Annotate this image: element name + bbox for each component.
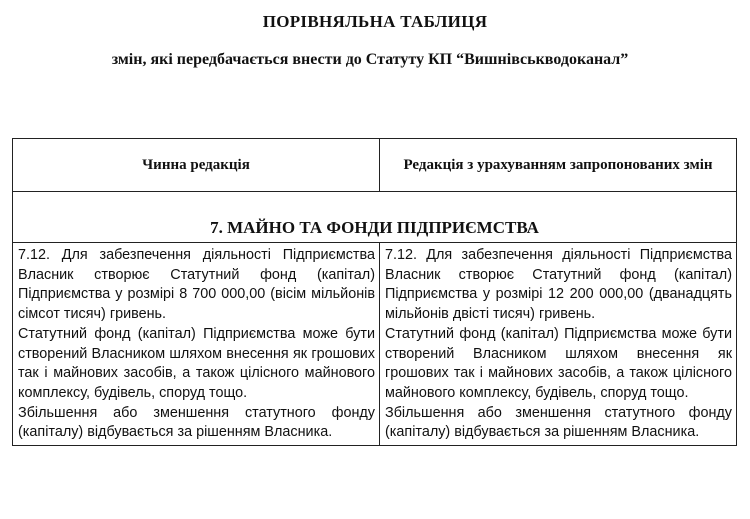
section-row	[13, 192, 737, 243]
current-paragraph-2: Статутний фонд (капітал) Підприємства може бути створений Власником шляхом внесення як грошових так і майнових засобів, а також цілісного майнового комплексу, будівель, споруд тощо.	[18, 325, 375, 401]
proposed-paragraph-1: 7.12. Для забезпечення діяльності Підприємства Власник створює Статутний фонд (капітал) Підприємства у розмірі 12 200 000,00 (дванадцять мільйонів двісті тисяч) гривень.	[385, 247, 732, 323]
document-subtitle: змін, які передбачається внести до Статуту КП “Вишнівськводоканал”	[111, 51, 629, 68]
section-title: 7. МАЙНО ТА ФОНДИ ПІДПРИЄМСТВА	[13, 192, 737, 243]
comparison-table	[12, 138, 737, 446]
proposed-paragraph-2: Статутний фонд (капітал) Підприємства може бути створений Власником шляхом внесення як грошових так і майнових засобів, а також цілісного майнового комплексу, будівель, споруд тощо.	[385, 325, 732, 401]
proposed-paragraph-3: Збільшення або зменшення статутного фонду (капіталу) відбувається за рішенням Власника.	[385, 404, 732, 441]
current-paragraph-1: 7.12. Для забезпечення діяльності Підприємства Власник створює Статутний фонд (капітал) Підприємства у розмірі 8 700 000,00 (вісім мільйонів сімсот тисяч) гривень.	[18, 247, 375, 323]
header-proposed-edition: Редакція з урахуванням запропонованих змін	[380, 139, 737, 192]
table-row	[13, 243, 737, 446]
proposed-edition-cell	[380, 243, 737, 446]
current-paragraph-3: Збільшення або зменшення статутного фонду (капіталу) відбувається за рішенням Власника.	[18, 404, 375, 441]
current-edition-cell	[13, 243, 380, 446]
document-title: ПОРІВНЯЛЬНА ТАБЛИЦЯ	[262, 12, 488, 31]
header-current-edition: Чинна редакція	[13, 139, 380, 192]
table-header-row	[13, 139, 737, 192]
